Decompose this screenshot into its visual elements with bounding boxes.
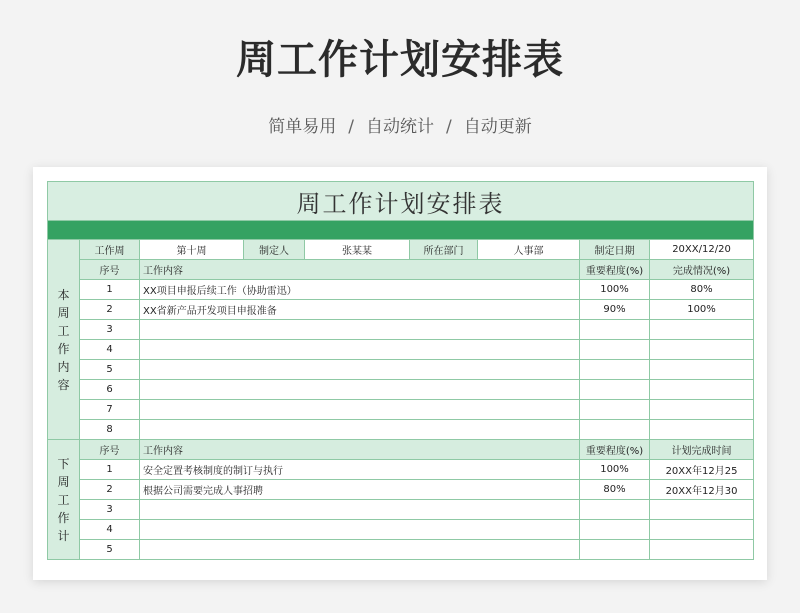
col-header-importance: 重要程度(%): [580, 440, 650, 460]
maker-value[interactable]: 张某某: [305, 240, 410, 260]
row-importance[interactable]: [580, 360, 650, 380]
row-deadline[interactable]: 20XX年12月25: [650, 460, 754, 480]
row-content[interactable]: [140, 340, 580, 360]
section-label-char: 下: [57, 456, 70, 471]
date-label: 制定日期: [580, 240, 650, 260]
row-importance[interactable]: [580, 500, 650, 520]
row-content[interactable]: [140, 520, 580, 540]
row-no: 3: [80, 320, 140, 340]
row-content[interactable]: 根据公司需要完成人事招聘: [140, 480, 580, 500]
row-status[interactable]: 100%: [650, 300, 754, 320]
row-no: 1: [80, 460, 140, 480]
col-header-no: 序号: [80, 260, 140, 280]
row-deadline[interactable]: [650, 520, 754, 540]
row-no: 6: [80, 380, 140, 400]
row-status[interactable]: [650, 360, 754, 380]
row-content[interactable]: XX项目申报后续工作（协助雷迅）: [140, 280, 580, 300]
dept-value[interactable]: 人事部: [478, 240, 580, 260]
table-row: [48, 300, 754, 320]
subtitle-separator: /: [348, 117, 354, 137]
row-importance[interactable]: [580, 520, 650, 540]
row-content[interactable]: 安全定置考核制度的制订与执行: [140, 460, 580, 480]
col-header-no: 序号: [80, 440, 140, 460]
row-importance[interactable]: 100%: [580, 460, 650, 480]
row-deadline[interactable]: 20XX年12月30: [650, 480, 754, 500]
maker-label: 制定人: [244, 240, 305, 260]
page-title: 周工作计划安排表: [236, 37, 564, 83]
row-content[interactable]: [140, 420, 580, 440]
subtitle-item: 自动更新: [463, 117, 532, 137]
row-importance[interactable]: [580, 380, 650, 400]
row-content[interactable]: [140, 380, 580, 400]
row-deadline[interactable]: [650, 540, 754, 560]
row-content[interactable]: [140, 320, 580, 340]
subtitle-separator: /: [446, 117, 452, 137]
col-header-deadline: 计划完成时间: [650, 440, 754, 460]
row-importance[interactable]: [580, 400, 650, 420]
row-content[interactable]: [140, 540, 580, 560]
row-status[interactable]: [650, 320, 754, 340]
this-week-section-label: [48, 240, 80, 440]
table-row: [48, 380, 754, 400]
row-no: 2: [80, 480, 140, 500]
row-importance[interactable]: [580, 540, 650, 560]
table-row: [48, 280, 754, 300]
row-status[interactable]: [650, 420, 754, 440]
dept-label: 所在部门: [410, 240, 478, 260]
table-row: [48, 420, 754, 440]
row-no: 8: [80, 420, 140, 440]
subtitle-item: 自动统计: [366, 117, 434, 137]
section-label-char: 周: [57, 305, 70, 320]
section-label-char: 作: [57, 510, 70, 525]
row-no: 5: [80, 540, 140, 560]
section-label-char: 本: [57, 287, 70, 302]
section-label-char: 工: [57, 492, 70, 507]
table-row: [48, 320, 754, 340]
row-importance[interactable]: 100%: [580, 280, 650, 300]
row-no: 3: [80, 500, 140, 520]
row-content[interactable]: XX省新产品开发项目申报准备: [140, 300, 580, 320]
subtitle-item: 简单易用: [268, 117, 337, 137]
row-importance[interactable]: 90%: [580, 300, 650, 320]
table-row: [48, 400, 754, 420]
row-importance[interactable]: [580, 340, 650, 360]
accent-band: [48, 221, 754, 240]
section-label-char: 内: [57, 359, 70, 374]
row-content[interactable]: [140, 360, 580, 380]
date-value[interactable]: 20XX/12/20: [650, 240, 754, 260]
section-label-char: 周: [57, 474, 70, 489]
table-row: [48, 480, 754, 500]
row-status[interactable]: [650, 400, 754, 420]
table-row: [48, 540, 754, 560]
row-no: 5: [80, 360, 140, 380]
col-header-importance: 重要程度(%): [580, 260, 650, 280]
row-content[interactable]: [140, 400, 580, 420]
spreadsheet-preview: [33, 167, 767, 580]
table-row: [48, 360, 754, 380]
row-no: 1: [80, 280, 140, 300]
next-week-section-label: [48, 440, 80, 560]
table-row: [48, 340, 754, 360]
row-no: 4: [80, 520, 140, 540]
row-no: 4: [80, 340, 140, 360]
this-week-section-text: [51, 286, 76, 394]
row-content[interactable]: [140, 500, 580, 520]
plan-table: [47, 181, 754, 560]
week-value[interactable]: 第十周: [140, 240, 244, 260]
row-importance[interactable]: [580, 420, 650, 440]
col-header-content: 工作内容: [140, 440, 580, 460]
row-importance[interactable]: 80%: [580, 480, 650, 500]
table-row: [48, 460, 754, 480]
sheet-title: 周工作计划安排表: [48, 182, 754, 221]
row-status[interactable]: [650, 380, 754, 400]
row-importance[interactable]: [580, 320, 650, 340]
row-status[interactable]: [650, 340, 754, 360]
col-header-content: 工作内容: [140, 260, 580, 280]
section-label-char: 容: [57, 377, 70, 392]
row-no: 2: [80, 300, 140, 320]
subtitle: [0, 112, 800, 137]
row-status[interactable]: 80%: [650, 280, 754, 300]
week-label: 工作周: [80, 240, 140, 260]
section-label-char: 作: [57, 341, 70, 356]
col-header-status: 完成情况(%): [650, 260, 754, 280]
row-deadline[interactable]: [650, 500, 754, 520]
table-row: [48, 500, 754, 520]
next-week-section-text: [51, 455, 76, 545]
section-label-char: 工: [57, 323, 70, 338]
row-no: 7: [80, 400, 140, 420]
section-label-char: 计: [57, 528, 70, 543]
table-row: [48, 520, 754, 540]
